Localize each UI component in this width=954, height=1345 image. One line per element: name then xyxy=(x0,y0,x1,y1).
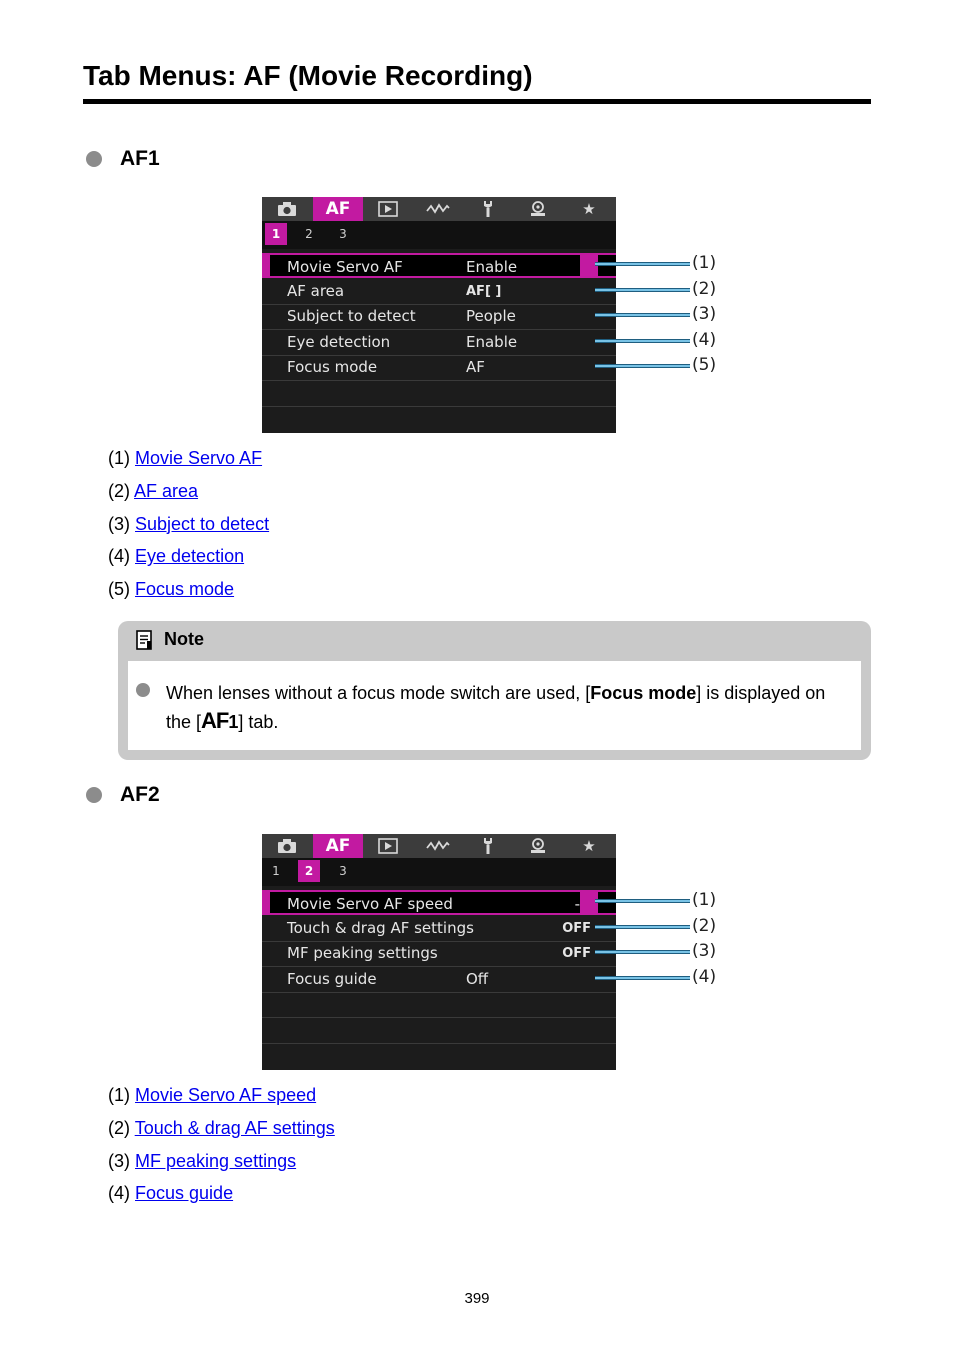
af1-link-list xyxy=(108,447,269,611)
callout-line xyxy=(595,925,690,929)
list-item xyxy=(108,578,269,611)
list-item xyxy=(108,447,269,480)
menu-row-empty xyxy=(262,1018,616,1044)
callout-number: (3) xyxy=(692,941,717,961)
menu-row-focus-guide xyxy=(262,967,616,993)
note-box xyxy=(118,621,871,760)
link-movie-servo-af-speed[interactable]: Movie Servo AF speed xyxy=(135,1085,317,1105)
tab-bar xyxy=(262,197,616,221)
list-item xyxy=(108,1182,335,1215)
note-text xyxy=(166,679,846,736)
menu-row-label: Movie Servo AF speed xyxy=(287,895,453,913)
callout-line xyxy=(595,976,690,980)
camera-menu-screen xyxy=(262,834,616,1070)
subtab-bar xyxy=(262,858,616,886)
list-item xyxy=(108,1117,335,1150)
wrench-icon xyxy=(463,834,513,858)
callout-number: (2) xyxy=(692,279,717,299)
menu-row-label: Subject to detect xyxy=(287,307,416,325)
note-icon xyxy=(136,630,152,650)
callout-line xyxy=(595,899,690,903)
list-item xyxy=(108,1084,335,1117)
menu-row-value: People xyxy=(466,307,516,325)
custom-functions-icon xyxy=(513,197,563,221)
star-icon: ★ xyxy=(582,200,596,218)
tab-bar xyxy=(262,834,616,858)
camera-icon xyxy=(262,834,312,858)
subtab-3: 3 xyxy=(339,864,347,878)
menu-row-label: Focus mode xyxy=(287,358,378,376)
callout-line xyxy=(595,288,690,292)
list-number: (1) xyxy=(108,1085,130,1105)
link-subject-to-detect[interactable]: Subject to detect xyxy=(135,513,270,534)
list-item xyxy=(108,513,269,546)
list-number: (2) xyxy=(108,480,130,501)
subtab-1: 1 xyxy=(272,864,280,878)
callout-number: (5) xyxy=(692,355,717,375)
note-title: Note xyxy=(164,629,204,649)
list-item xyxy=(108,545,269,578)
menu-row-label: Eye detection xyxy=(287,333,391,351)
wireless-icon xyxy=(413,197,463,221)
menu-row-label: AF area xyxy=(287,282,345,300)
list-number: (3) xyxy=(108,1150,130,1171)
playback-icon xyxy=(363,197,413,221)
menu-row-movie-servo-af-speed xyxy=(262,890,616,915)
af2-link-list xyxy=(108,1084,335,1215)
list-number: (2) xyxy=(108,1117,130,1138)
menu-row-empty xyxy=(262,406,616,431)
title-rule xyxy=(83,99,871,104)
note-text-part: ] tab. xyxy=(238,712,279,732)
callout-number: (4) xyxy=(692,967,717,987)
list-number: (4) xyxy=(108,546,130,567)
menu-row-subject-to-detect xyxy=(262,304,616,330)
menu-row-value: Off xyxy=(466,970,489,988)
callout-line xyxy=(595,313,690,317)
camera-icon xyxy=(262,197,312,221)
selection-marker xyxy=(262,255,270,276)
callout-number: (4) xyxy=(692,330,717,350)
menu-row-af-area xyxy=(262,279,616,305)
playback-icon xyxy=(363,834,413,858)
menu-row-value: OFF xyxy=(562,921,591,936)
link-eye-detection[interactable]: Eye detection xyxy=(135,546,245,567)
menu-row-label: Touch & drag AF settings xyxy=(287,919,474,937)
bullet-icon xyxy=(86,787,102,803)
wireless-icon xyxy=(413,834,463,858)
link-mf-peaking-settings[interactable]: MF peaking settings xyxy=(135,1150,297,1171)
list-number: (5) xyxy=(108,579,130,600)
callout-number: (3) xyxy=(692,304,717,324)
link-focus-guide[interactable]: Focus guide xyxy=(135,1183,234,1204)
link-movie-servo-af[interactable]: Movie Servo AF xyxy=(135,448,263,468)
menu-row-label: MF peaking settings xyxy=(287,944,438,962)
section-heading-af1 xyxy=(86,144,160,174)
af-area-value: AF[ ] xyxy=(466,284,502,299)
menu-row-empty xyxy=(262,992,616,1018)
menu-row-empty xyxy=(262,1043,616,1068)
list-item xyxy=(108,480,269,513)
callout-line xyxy=(595,364,690,368)
section-heading-text: AF1 xyxy=(120,147,160,170)
menu-row-mf-peaking xyxy=(262,941,616,967)
list-number: (4) xyxy=(108,1183,130,1204)
section-heading-af2 xyxy=(86,780,160,810)
note-header xyxy=(136,629,204,650)
list-number: (3) xyxy=(108,513,130,534)
link-touch-drag-af-settings[interactable]: Touch & drag AF settings xyxy=(134,1117,335,1138)
menu-row-focus-mode xyxy=(262,355,616,381)
star-icon: ★ xyxy=(582,837,596,855)
note-text-part: ] is displayed on the [ xyxy=(166,683,826,732)
bullet-icon xyxy=(86,151,102,167)
callout-line xyxy=(595,950,690,954)
link-af-area[interactable]: AF area xyxy=(134,480,199,501)
subtab-bar xyxy=(262,221,616,249)
menu-row-value: AF xyxy=(466,358,485,376)
note-text-part: When lenses without a focus mode switch are used, [ xyxy=(166,683,591,703)
section-heading-text: AF2 xyxy=(120,783,160,806)
bullet-icon xyxy=(136,683,150,697)
subtab-2: 2 xyxy=(298,860,320,882)
menu-row-touch-drag-af xyxy=(262,916,616,942)
menu-row-value: Enable xyxy=(466,333,518,351)
page-number: 399 xyxy=(464,1290,490,1307)
subtab-1: 1 xyxy=(265,223,287,245)
list-item xyxy=(108,1150,335,1183)
note-bold-text: Focus mode xyxy=(590,683,697,703)
callout-number: (1) xyxy=(692,890,717,910)
selection-marker xyxy=(262,892,270,913)
note-body xyxy=(128,661,861,750)
camera-menu-screen xyxy=(262,197,616,433)
menu-row-value: Enable xyxy=(466,258,518,276)
af-tab: AF xyxy=(313,834,363,858)
wrench-icon xyxy=(463,197,513,221)
menu-row-value: - xyxy=(574,895,580,913)
menu-row-label: Movie Servo AF xyxy=(287,258,403,276)
list-number: (1) xyxy=(108,448,130,468)
link-focus-mode[interactable]: Focus mode xyxy=(135,579,235,600)
menu-row-value: OFF xyxy=(562,946,591,961)
af1-menu-figure xyxy=(262,197,722,433)
af-tab: AF xyxy=(313,197,363,221)
subtab-3: 3 xyxy=(339,227,347,241)
custom-functions-icon xyxy=(513,834,563,858)
menu-row-empty xyxy=(262,381,616,407)
callout-line xyxy=(595,339,690,343)
callout-line xyxy=(595,262,690,266)
subtab-2: 2 xyxy=(305,227,313,241)
callout-number: (1) xyxy=(692,253,717,273)
menu-row-movie-servo-af xyxy=(262,253,616,278)
callout-number: (2) xyxy=(692,916,717,936)
af-tab-number: 1 xyxy=(228,712,239,732)
page-title: Tab Menus: AF (Movie Recording) xyxy=(83,60,533,91)
af-tab-glyph: AF xyxy=(201,708,229,733)
menu-row-eye-detection xyxy=(262,330,616,356)
menu-row-label: Focus guide xyxy=(287,970,377,988)
af2-menu-figure xyxy=(262,834,722,1070)
